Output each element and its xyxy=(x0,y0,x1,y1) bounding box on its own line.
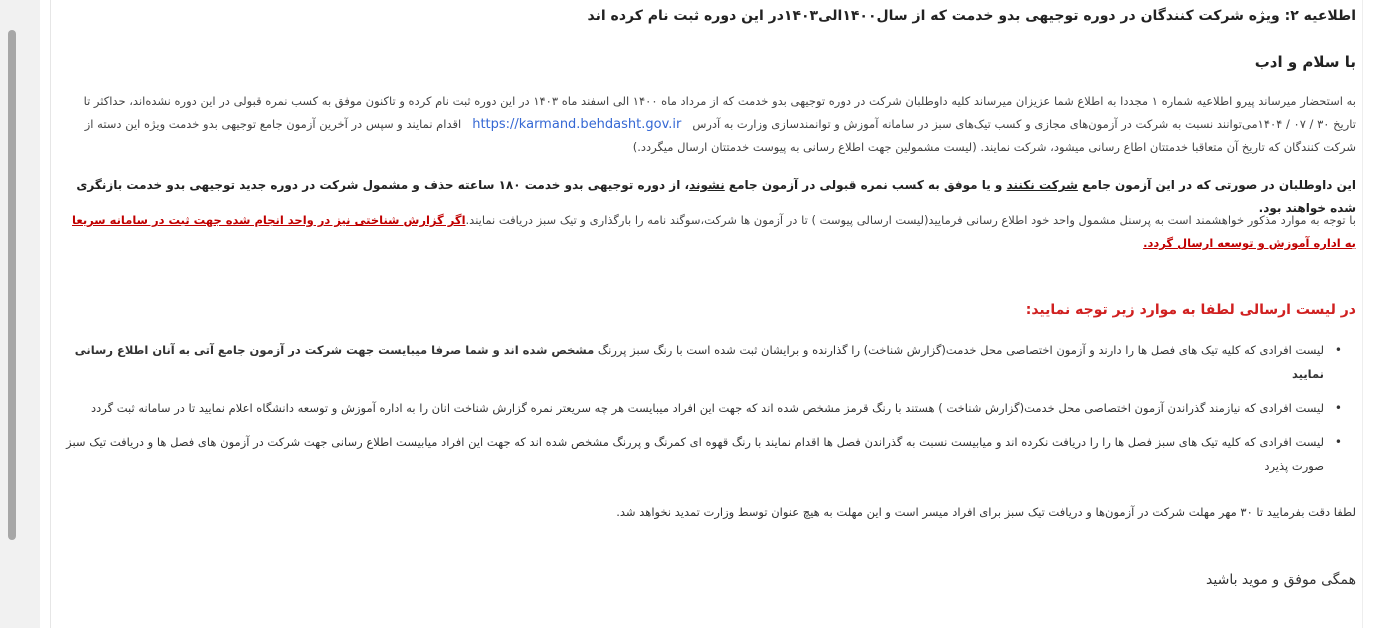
warning-text-2: و یا موفق به کسب نمره قبولی در آزمون جامع xyxy=(724,178,1007,192)
greeting: با سلام و ادب xyxy=(1254,53,1356,71)
list-item-text: لیست افرادی که کلیه تیک های سبز فصل ها را را دریافت نکرده اند و میابیست نسبت به گذراندن فصل ها اقدام نمایند با رنگ قهوه ای کمرنگ و پررنگ مشخص شده اند که جهت این افراد میابیست اطلاع رسانی جهت شرکت در آزمون های فصل ها و دریافت تیک سبز صورت پذیرد xyxy=(66,435,1324,473)
scrollbar-thumb[interactable] xyxy=(8,30,16,540)
list-notes-heading: در لیست ارسالی لطفا به موارد زیر توجه نمایید: xyxy=(1025,302,1356,318)
announcement-title: اطلاعیه ۲: ویژه شرکت کنندگان در دوره توجیهی بدو خدمت که از سال۱۴۰۰الی۱۴۰۳در این دوره ثبت نام کرده اند xyxy=(587,8,1356,24)
browser-scrollbar-track[interactable] xyxy=(0,0,40,628)
karmand-portal-link[interactable]: https://karmand.behdasht.gov.ir xyxy=(472,117,682,132)
list-item-text: لیست افرادی که کلیه تیک های فصل ها را دارند و آزمون اختصاصی محل خدمت(گزارش شناخت) را گذارنده و برایشان ثبت شده است با رنگ سبز پررنگ xyxy=(594,343,1324,357)
intro-text-continued: اقدام نمایند و سپس در آخرین آزمون جامع توجیهی بدو خدمت ویژه این دسته از شرکت کنندگان که تاریخ آن متعاقبا خدمتتان اطاع رسانی میشود، شرکت نمایند. (لیست مشمولین جهت اطلاع رسانی به پیوست خدمتتان ارسال میگردد.) xyxy=(84,117,1356,154)
request-paragraph xyxy=(60,209,1356,255)
list-item xyxy=(60,396,1356,420)
deadline-note: لطفا دقت بفرمایید تا ۳۰ مهر مهلت شرکت در آزمون‌ها و دریافت تیک سبز برای افراد میسر است و این مهلت به هیچ عنوان توسط وزارت تمدید نخواهد شد. xyxy=(616,505,1356,519)
list-notes xyxy=(60,338,1356,478)
content-divider xyxy=(50,0,51,628)
request-highlight: اگر گزارش شناختی نیز در واحد انجام شده جهت ثبت در سامانه سریعا به اداره آموزش و توسعه ارسال گردد. xyxy=(72,213,1356,250)
closing-line: همگی موفق و موید باشید xyxy=(1206,572,1356,588)
list-item xyxy=(60,430,1356,478)
warning-text-1: این داوطلبان در صورتی که در این آزمون جامع xyxy=(1077,178,1356,192)
intro-text: به استحضار میرساند پیرو اطلاعیه شماره ۱ مجددا به اطلاع شما عزیزان میرساند کلیه داوطلبان شرکت در دوره توجیهی بدو خدمت که از مرداد ماه ۱۴۰۰ الی اسفند ماه ۱۴۰۳ در این دوره ثبت نام کرده و تاکنون موفق به کسب نمره قبولی در این دوره نشده‌اند، حداکثر تا تاریخ ۳۰ / ۰۷ / ۱۴۰۴می‌توانند نسبت به شرکت در آزمون‌های مجازی و کسب تیک‌های سبز در سامانه آموزش و توانمندسازی وزارت به آدرس xyxy=(83,94,1356,131)
list-item-bold-text: مشخص شده اند و شما صرفا میبایست جهت شرکت در آزمون جامع آتی به آنان اطلاع رسانی نمایید xyxy=(74,343,1324,381)
announcement-body xyxy=(60,0,1356,628)
warning-text-3: ، از دوره توجیهی بدو خدمت ۱۸۰ ساعته حذف و مشمول شرکت در دوره جدید توجیهی بدو خدمت بازنگری شده خواهند بود. xyxy=(76,178,1356,215)
list-item-text: لیست افرادی که نیازمند گذراندن آزمون اختصاصی محل خدمت(گزارش شناخت ) هستند با رنگ قرمز مشخص شده اند که جهت این افراد میبایست هر چه سریعتر نمره گزارش شناخت انان را به اداره آموزش و توسعه دانشگاه اعلام نمایید تا در سامانه ثبت گردد xyxy=(91,401,1324,415)
intro-paragraph xyxy=(60,90,1356,159)
request-text: با توجه به موارد مذکور خواهشمند است به پرسنل مشمول واحد خود اطلاع رسانی فرمایید(لیست ارسالی پیوست ) تا در آزمون ها شرکت،سوگند نامه را بارگذاری و تیک سبز دریافت نمایند. xyxy=(465,213,1356,227)
content-right-border xyxy=(1362,0,1363,628)
warning-underlined-1: شرکت نکنند xyxy=(1006,178,1078,192)
warning-underlined-2: نشوند xyxy=(689,178,725,192)
list-item xyxy=(60,338,1356,386)
